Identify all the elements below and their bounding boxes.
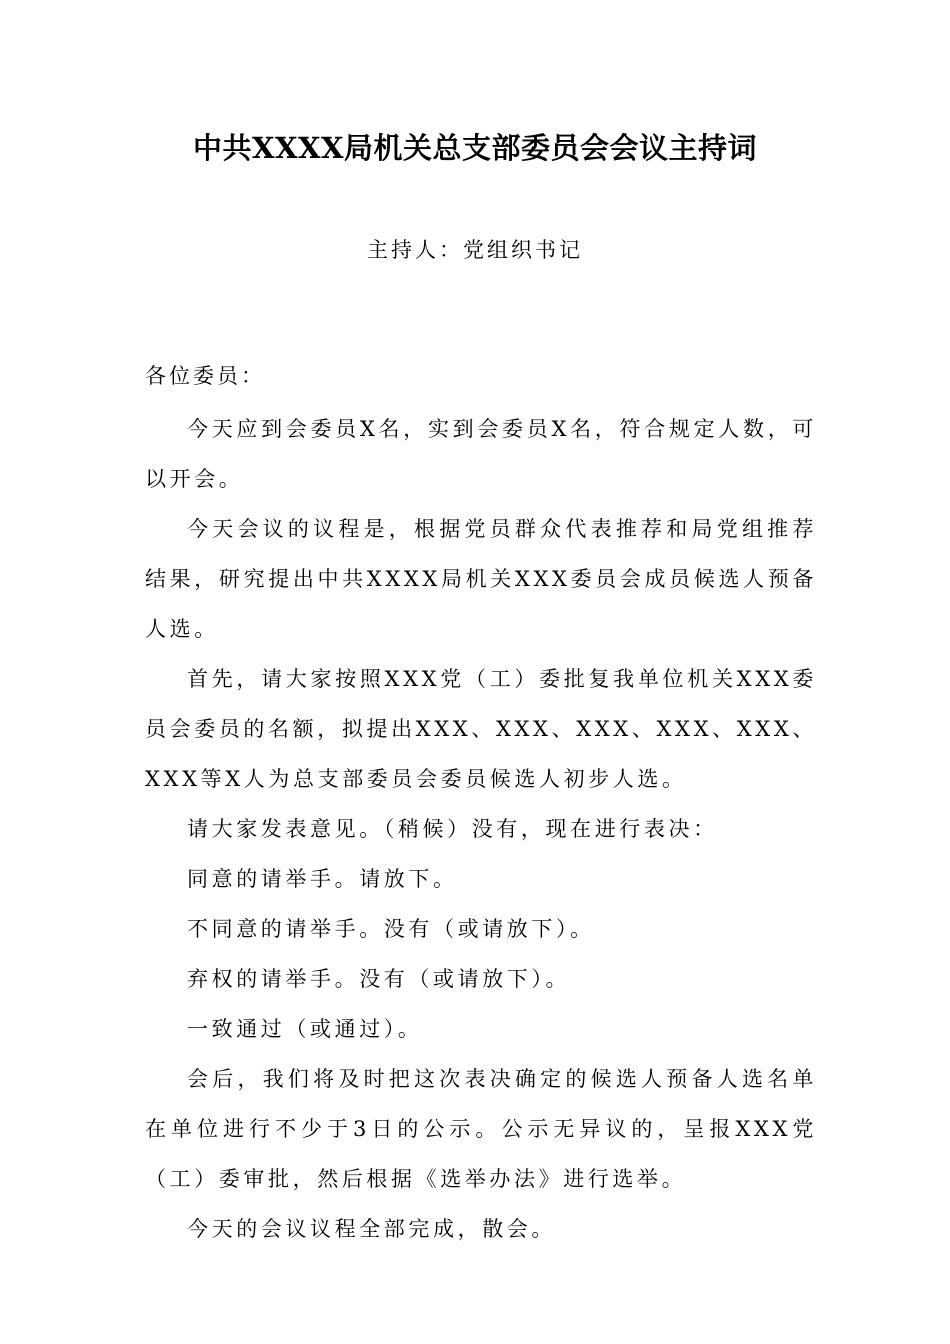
paragraph-vote-abstain: 弃权的请举手。没有（或请放下）。: [187, 967, 571, 991]
paragraph-attendance: 今天应到会委员X名，实到会委员X名，符合规定人数，可以开会。: [145, 417, 817, 491]
paragraph-vote-disagree: 不同意的请举手。没有（或请放下）。: [187, 917, 595, 941]
paragraph-agenda: 今天会议的议程是，根据党员群众代表推荐和局党组推荐结果，研究提出中共XXXX局机关XXX委员会成员候选人预备人选。: [145, 517, 817, 641]
paragraph-closing: 今天的会议议程全部完成，散会。: [187, 1217, 556, 1241]
paragraph-nomination: 首先，请大家按照XXX党（工）委批复我单位机关XXX委员会委员的名额，拟提出XXX、XXX、XXX、XXX、XXX、XXX等X人为总支部委员会委员候选人初步人选。: [145, 667, 817, 791]
document-body: [145, 404, 817, 1254]
paragraph-vote-result: 一致通过（或通过）。: [187, 1017, 423, 1041]
paragraph-publicity: 会后，我们将及时把这次表决确定的候选人预备人选名单在单位进行不少于3日的公示。公示无异议的，呈报XXX党（工）委审批，然后根据《选举办法》进行选举。: [145, 1067, 817, 1191]
paragraph-vote-agree: 同意的请举手。请放下。: [187, 867, 458, 891]
paragraph-call-for-opinions: 请大家发表意见。（稍候）没有，现在进行表决：: [187, 817, 718, 841]
host-line: 主持人：党组织书记: [367, 238, 583, 262]
document-title: 中共XXXX局机关总支部委员会会议主持词: [192, 131, 757, 165]
salutation: 各位委员：: [145, 364, 265, 388]
